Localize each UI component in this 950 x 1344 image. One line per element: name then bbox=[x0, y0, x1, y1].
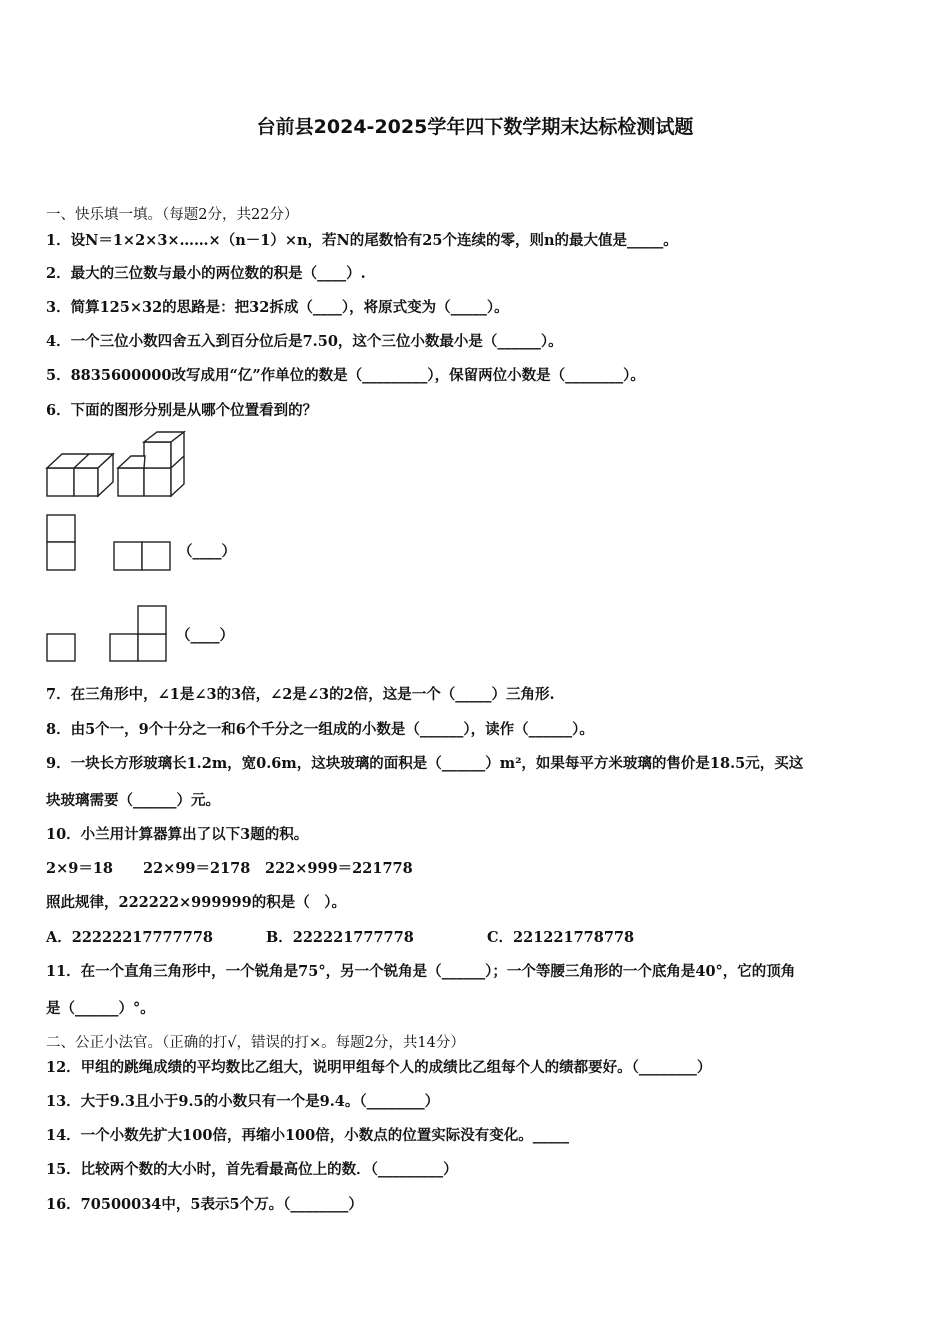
question-1: 1．设N＝1×2×3×……×（n－1）×n，若N的尾数恰有25个连续的零，则n的最大值是_____。 bbox=[46, 232, 678, 249]
equation-2: 22×99＝2178 bbox=[143, 860, 251, 877]
single-square-view bbox=[47, 634, 75, 661]
page-title: 台前县2024-2025学年四下数学期末达标检测试题 bbox=[256, 116, 694, 138]
question-15: 15．比较两个数的大小时，首先看最高位上的数．（_________） bbox=[46, 1161, 458, 1178]
section-1-heading: 一、快乐填一填。（每题2分，共22分） bbox=[46, 207, 299, 223]
question-10: 10．小兰用计算器算出了以下3题的积。 bbox=[46, 826, 309, 843]
question-9-line-1: 9．一块长方形玻璃长1.2m，宽0.6m，这块玻璃的面积是（______）m²，如果每平方米玻璃的售价是18.5元，买这 bbox=[46, 755, 804, 772]
question-2: 2．最大的三位数与最小的两位数的积是（____）. bbox=[46, 265, 366, 282]
section-2-heading: 二、公正小法官。（正确的打√，错误的打×。每题2分，共14分） bbox=[46, 1035, 465, 1051]
question-8: 8．由5个一，9个十分之一和6个千分之一组成的小数是（______），读作（______）。 bbox=[46, 721, 594, 738]
vertical-stack-view bbox=[47, 515, 75, 570]
question-16: 16．70500034中，5表示5个万。（________） bbox=[46, 1196, 363, 1213]
equation-3: 222×999＝221778 bbox=[265, 860, 413, 877]
question-11-line-2: 是（______）°。 bbox=[46, 1000, 155, 1017]
option-a: A．22222217777778 bbox=[46, 929, 213, 946]
question-4: 4．一个三位小数四舍五入到百分位后是7.50，这个三位小数最小是（______）。 bbox=[46, 333, 563, 350]
question-5: 5．8835600000改写成用“亿”作单位的数是（_________），保留两位小数是（________）。 bbox=[46, 367, 645, 384]
question-12: 12．甲组的跳绳成绩的平均数比乙组大，说明甲组每个人的成绩比乙组每个人的绩都要好。（________） bbox=[46, 1059, 712, 1076]
cube-pair-figure bbox=[47, 454, 113, 496]
horizontal-pair-view bbox=[114, 542, 170, 570]
question-10-ask: 照此规律，222222×999999的积是（ ）。 bbox=[46, 894, 346, 911]
question-9-line-2: 块玻璃需要（______）元。 bbox=[46, 792, 220, 809]
question-6-blank-1: （____） bbox=[178, 543, 236, 560]
question-7: 7．在三角形中，∠1是∠3的3倍，∠2是∠3的2倍，这是一个（_____）三角形. bbox=[46, 686, 555, 703]
option-c: C．221221778778 bbox=[487, 929, 635, 946]
equation-1: 2×9＝18 bbox=[46, 860, 114, 877]
question-6: 6．下面的图形分别是从哪个位置看到的？ bbox=[46, 402, 318, 419]
question-6-blank-2: （____） bbox=[176, 627, 234, 644]
question-14: 14．一个小数先扩大100倍，再缩小100倍，小数点的位置实际没有变化。_____ bbox=[46, 1127, 569, 1144]
cube-figures-3d bbox=[44, 430, 194, 500]
question-13: 13．大于9.3且小于9.5的小数只有一个是9.4。（________） bbox=[46, 1093, 440, 1110]
l-shape-view bbox=[110, 606, 166, 661]
option-b: B．222221777778 bbox=[266, 929, 414, 946]
view-figures-row-1 bbox=[44, 512, 179, 574]
cube-l-figure bbox=[118, 432, 184, 496]
question-11-line-1: 11．在一个直角三角形中，一个锐角是75°，另一个锐角是（______）；一个等腰三角形的一个底角是40°，它的顶角 bbox=[46, 963, 796, 980]
view-figures-row-2 bbox=[44, 600, 174, 666]
question-3: 3．简算125×32的思路是：把32拆成（____），将原式变为（_____）。 bbox=[46, 299, 509, 316]
